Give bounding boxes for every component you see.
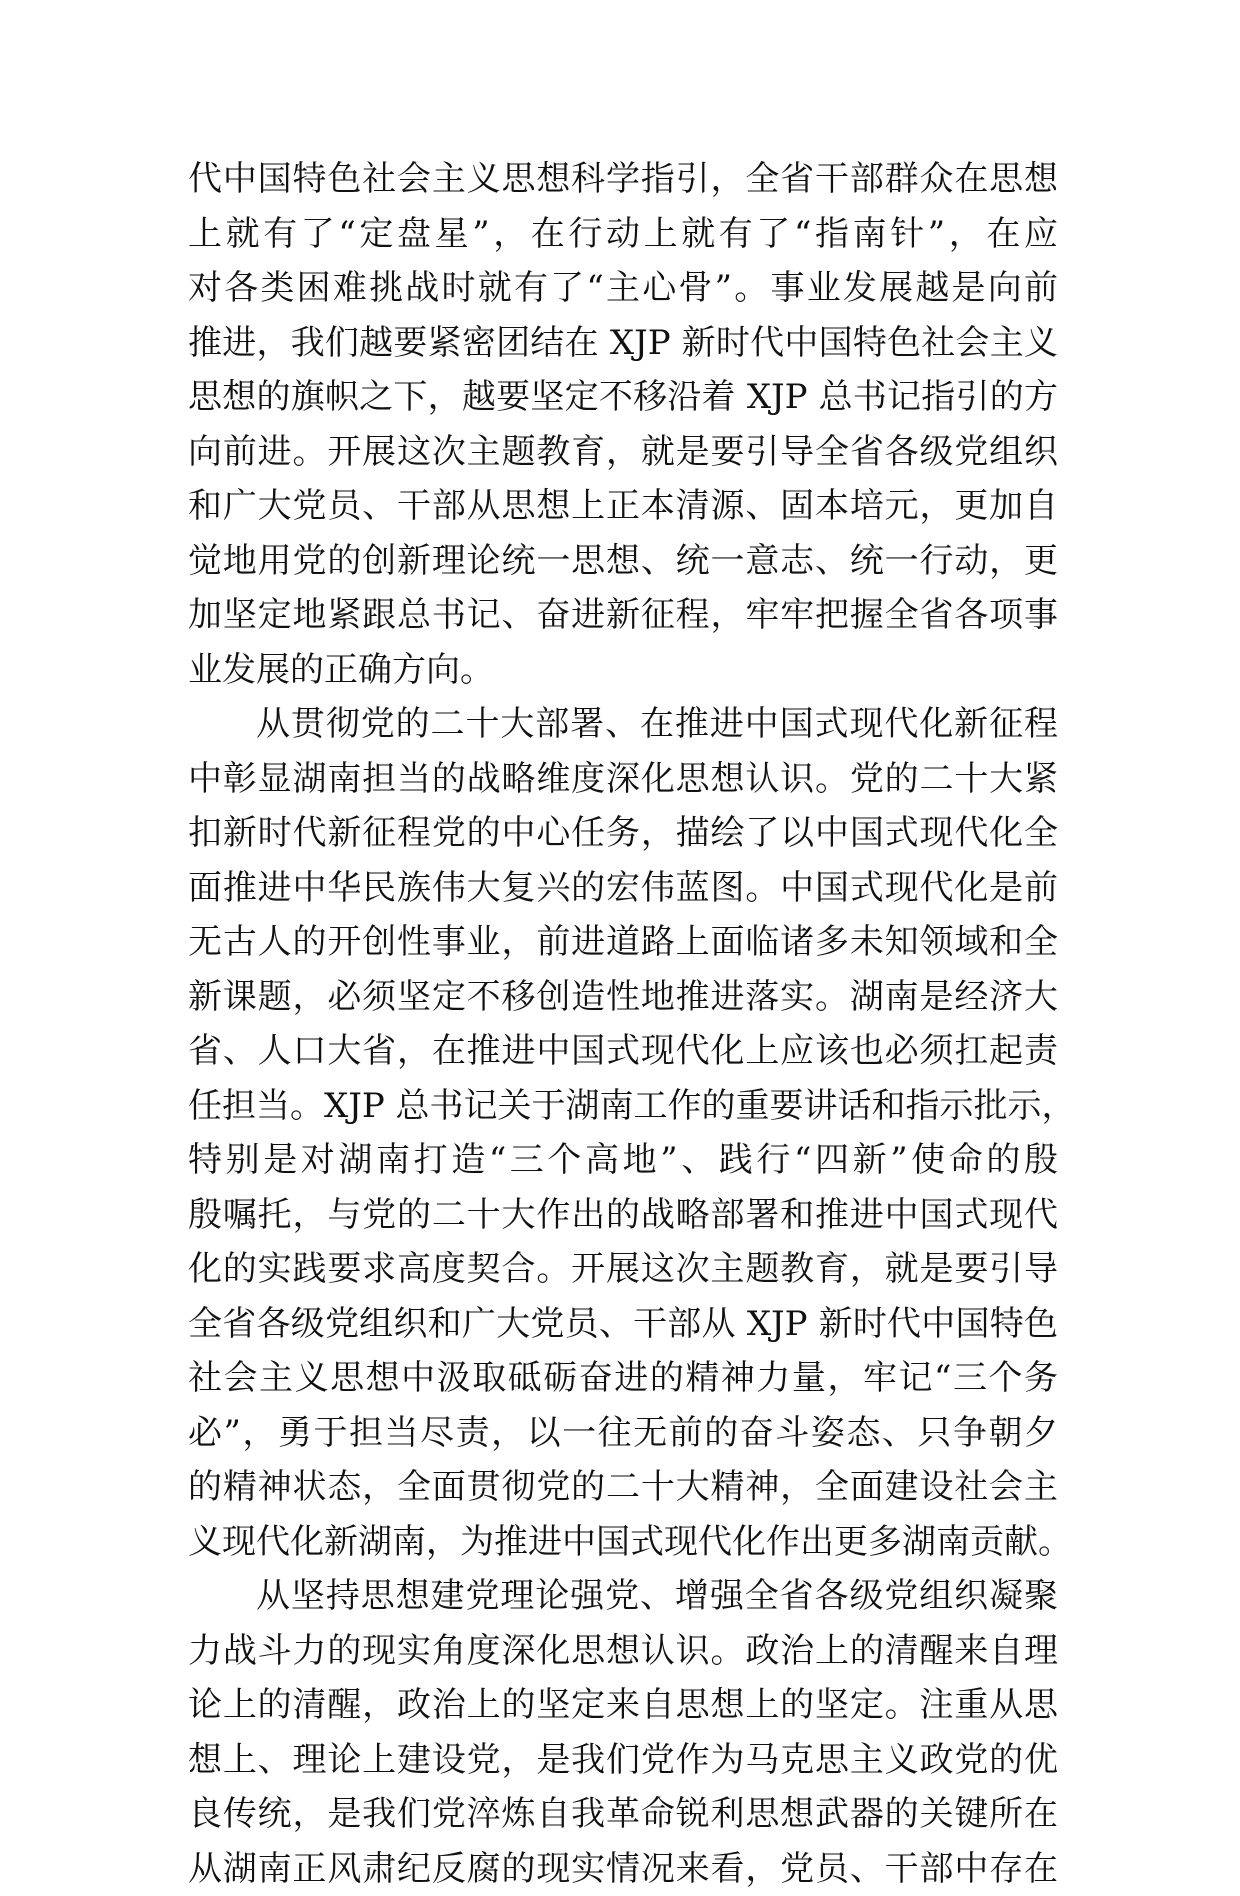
text-line: 力战斗力的现实角度深化思想认识。政治上的清醒来自理 xyxy=(188,1624,1058,1679)
text-line: 面推进中华民族伟大复兴的宏伟蓝图。中国式现代化是前 xyxy=(188,861,1058,916)
text-line: 中彰显湖南担当的战略维度深化思想认识。党的二十大紧 xyxy=(188,752,1058,807)
text-line: 思想的旗帜之下，越要坚定不移沿着 XJP 总书记指引的方 xyxy=(188,370,1058,425)
text-line: 特别是对湖南打造“三个高地”、践行“四新”使命的殷 xyxy=(188,1133,1058,1188)
text-line: 任担当。XJP 总书记关于湖南工作的重要讲话和指示批示， xyxy=(188,1079,1058,1134)
text-line: 觉地用党的创新理论统一思想、统一意志、统一行动，更 xyxy=(188,534,1058,589)
text-line: 的精神状态，全面贯彻党的二十大精神，全面建设社会主 xyxy=(188,1460,1058,1515)
text-line: 对各类困难挑战时就有了“主心骨”。事业发展越是向前 xyxy=(188,261,1058,316)
text-line: 全省各级党组织和广大党员、干部从 XJP 新时代中国特色 xyxy=(188,1297,1058,1352)
text-line: 加坚定地紧跟总书记、奋进新征程，牢牢把握全省各项事 xyxy=(188,588,1058,643)
text-line: 无古人的开创性事业，前进道路上面临诸多未知领域和全 xyxy=(188,915,1058,970)
text-line: 新课题，必须坚定不移创造性地推进落实。湖南是经济大 xyxy=(188,970,1058,1025)
text-line: 社会主义思想中汲取砥砺奋进的精神力量，牢记“三个务 xyxy=(188,1351,1058,1406)
text-line: 良传统，是我们党淬炼自我革命锐利思想武器的关键所在 xyxy=(188,1787,1058,1842)
text-line: 从贯彻党的二十大部署、在推进中国式现代化新征程 xyxy=(188,697,1058,752)
text-line: 化的实践要求高度契合。开展这次主题教育，就是要引导 xyxy=(188,1242,1058,1297)
text-line: 省、人口大省，在推进中国式现代化上应该也必须扛起责 xyxy=(188,1024,1058,1079)
text-line: 从湖南正风肃纪反腐的现实情况来看，党员、干部中存在 xyxy=(188,1842,1058,1896)
paragraph-2 xyxy=(188,697,1058,1569)
text-line: 论上的清醒，政治上的坚定来自思想上的坚定。注重从思 xyxy=(188,1678,1058,1733)
text-line: 代中国特色社会主义思想科学指引，全省干部群众在思想 xyxy=(188,152,1058,207)
document-body xyxy=(188,152,1058,1896)
text-line: 扣新时代新征程党的中心任务，描绘了以中国式现代化全 xyxy=(188,806,1058,861)
text-line: 从坚持思想建党理论强党、增强全省各级党组织凝聚 xyxy=(188,1569,1058,1624)
text-line: 向前进。开展这次主题教育，就是要引导全省各级党组织 xyxy=(188,425,1058,480)
paragraph-1 xyxy=(188,152,1058,697)
text-line: 业发展的正确方向。 xyxy=(188,643,1058,698)
text-line: 想上、理论上建设党，是我们党作为马克思主义政党的优 xyxy=(188,1733,1058,1788)
text-line: 义现代化新湖南，为推进中国式现代化作出更多湖南贡献。 xyxy=(188,1515,1058,1570)
text-line: 必”，勇于担当尽责，以一往无前的奋斗姿态、只争朝夕 xyxy=(188,1406,1058,1461)
text-line: 殷嘱托，与党的二十大作出的战略部署和推进中国式现代 xyxy=(188,1188,1058,1243)
text-line: 和广大党员、干部从思想上正本清源、固本培元，更加自 xyxy=(188,479,1058,534)
paragraph-3 xyxy=(188,1569,1058,1896)
text-line: 推进，我们越要紧密团结在 XJP 新时代中国特色社会主义 xyxy=(188,316,1058,371)
text-line: 上就有了“定盘星”，在行动上就有了“指南针”，在应 xyxy=(188,207,1058,262)
